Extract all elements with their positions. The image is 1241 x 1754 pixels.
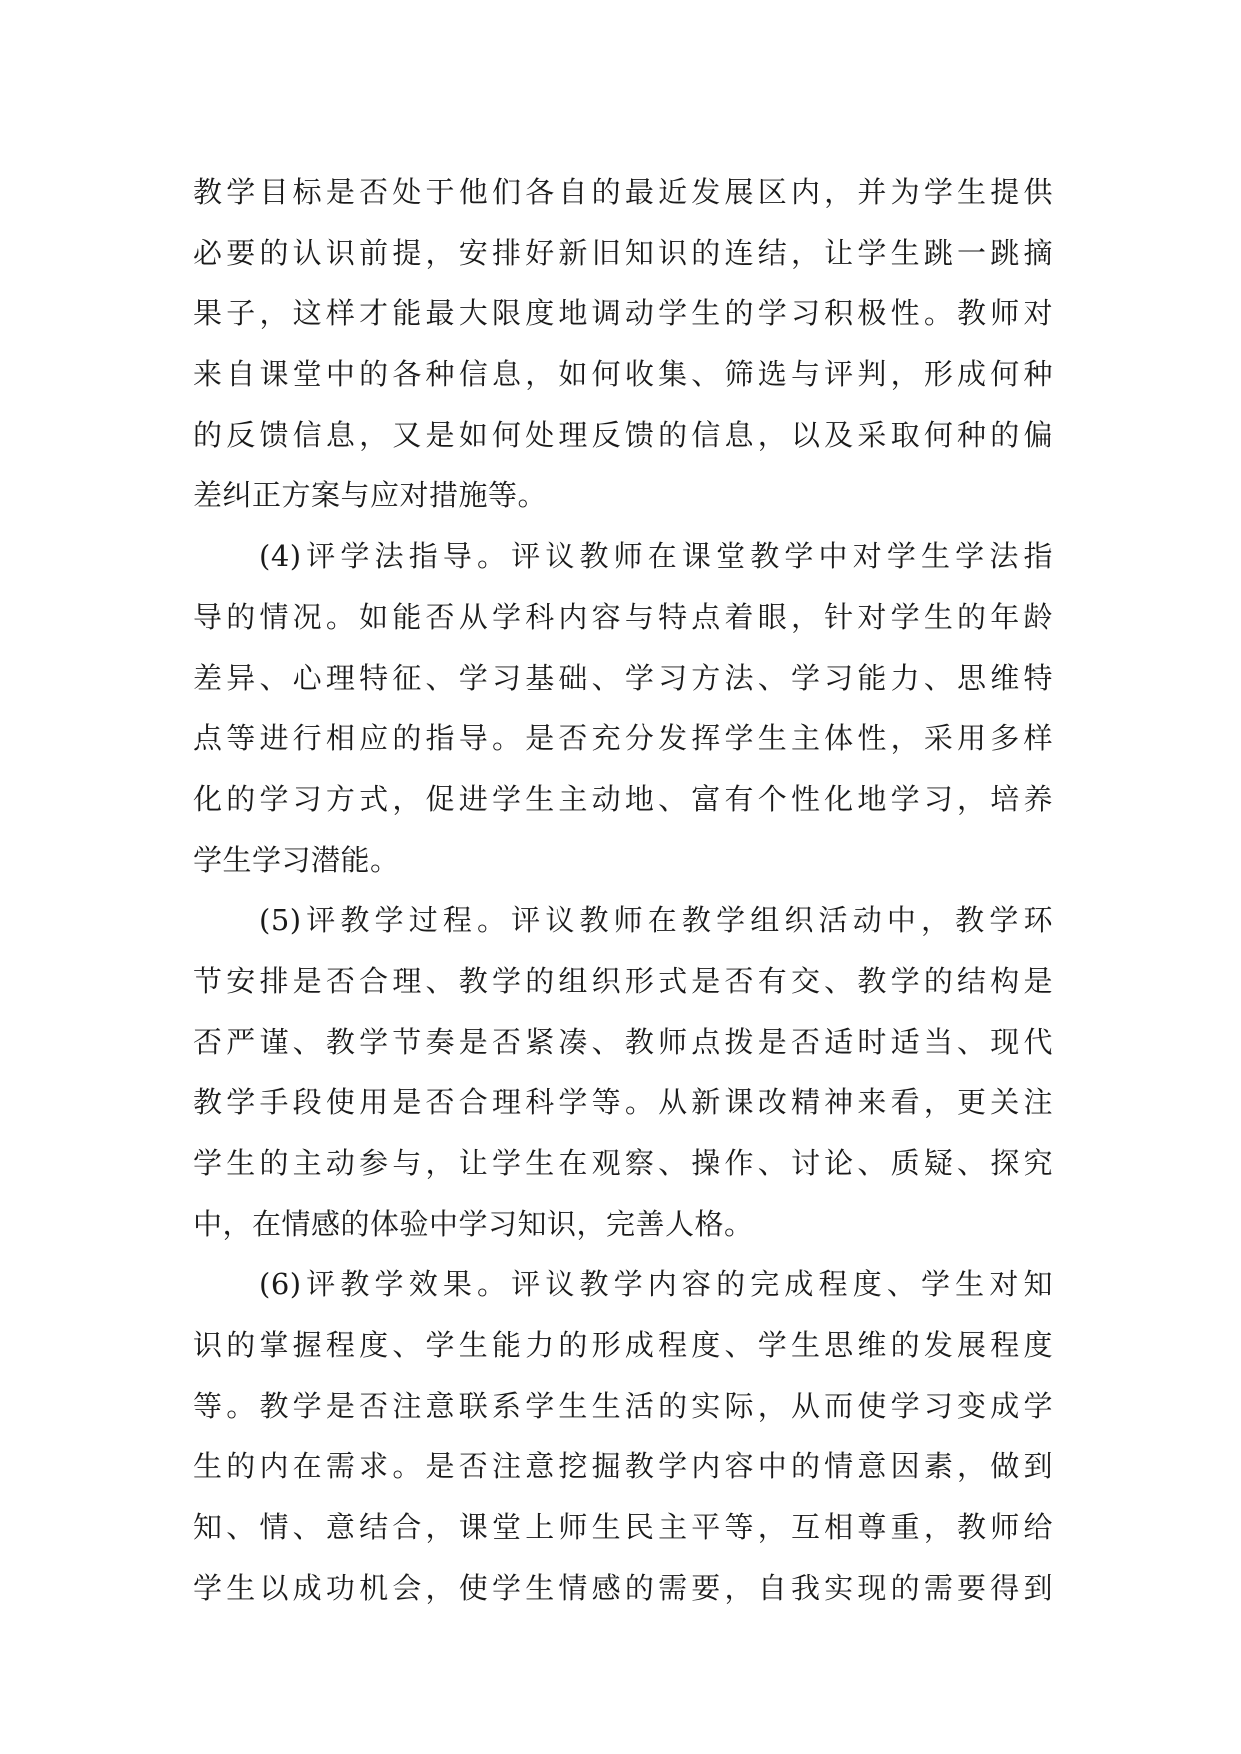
text-line: 化的学习方式，促进学生主动地、富有个性化地学习，培养 bbox=[193, 781, 1053, 816]
text-line: 差异、心理特征、学习基础、学习方法、学习能力、思维特 bbox=[193, 660, 1053, 695]
text-line: (4)评学法指导。评议教师在课堂教学中对学生学法指 bbox=[259, 539, 1053, 574]
text-line: 等。教学是否注意联系学生生活的实际，从而使学习变成学 bbox=[193, 1388, 1053, 1423]
text-line: 识的掌握程度、学生能力的形成程度、学生思维的发展程度 bbox=[193, 1328, 1053, 1363]
text-line: 点等进行相应的指导。是否充分发挥学生主体性，采用多样 bbox=[193, 721, 1053, 756]
text-line: 的反馈信息，又是如何处理反馈的信息，以及采取何种的偏 bbox=[193, 417, 1053, 452]
text-line: 教学手段使用是否合理科学等。从新课改精神来看，更关注 bbox=[193, 1085, 1053, 1120]
text-line: 生的内在需求。是否注意挖掘教学内容中的情意因素，做到 bbox=[193, 1449, 1053, 1484]
text-line: 来自课堂中的各种信息，如何收集、筛选与评判，形成何种 bbox=[193, 357, 1053, 392]
document-body bbox=[193, 162, 1053, 1619]
text-line: 差纠正方案与应对措施等。 bbox=[193, 478, 548, 513]
text-line: 知、情、意结合，课堂上师生民主平等，互相尊重，教师给 bbox=[193, 1510, 1053, 1545]
text-line: 导的情况。如能否从学科内容与特点着眼，针对学生的年龄 bbox=[193, 599, 1053, 634]
text-line: 学生的主动参与，让学生在观察、操作、讨论、质疑、探究 bbox=[193, 1146, 1053, 1180]
text-line: 中，在情感的体验中学习知识，完善人格。 bbox=[193, 1206, 754, 1241]
text-line: 否严谨、教学节奏是否紧凑、教师点拨是否适时适当、现代 bbox=[193, 1024, 1053, 1059]
text-line: 必要的认识前提，安排好新旧知识的连结，让学生跳一跳摘 bbox=[193, 235, 1053, 270]
text-line: 学生以成功机会，使学生情感的需要，自我实现的需要得到 bbox=[193, 1570, 1053, 1605]
text-line: 果子，这样才能最大限度地调动学生的学习积极性。教师对 bbox=[193, 296, 1053, 331]
text-line: (5)评教学过程。评议教师在教学组织活动中，教学环 bbox=[259, 903, 1053, 938]
text-line: 节安排是否合理、教学的组织形式是否有交、教学的结构是 bbox=[193, 963, 1053, 998]
text-line: 学生学习潜能。 bbox=[193, 842, 400, 877]
text-line: 教学目标是否处于他们各自的最近发展区内，并为学生提供 bbox=[193, 175, 1053, 209]
text-line: (6)评教学效果。评议教学内容的完成程度、学生对知 bbox=[259, 1267, 1053, 1302]
